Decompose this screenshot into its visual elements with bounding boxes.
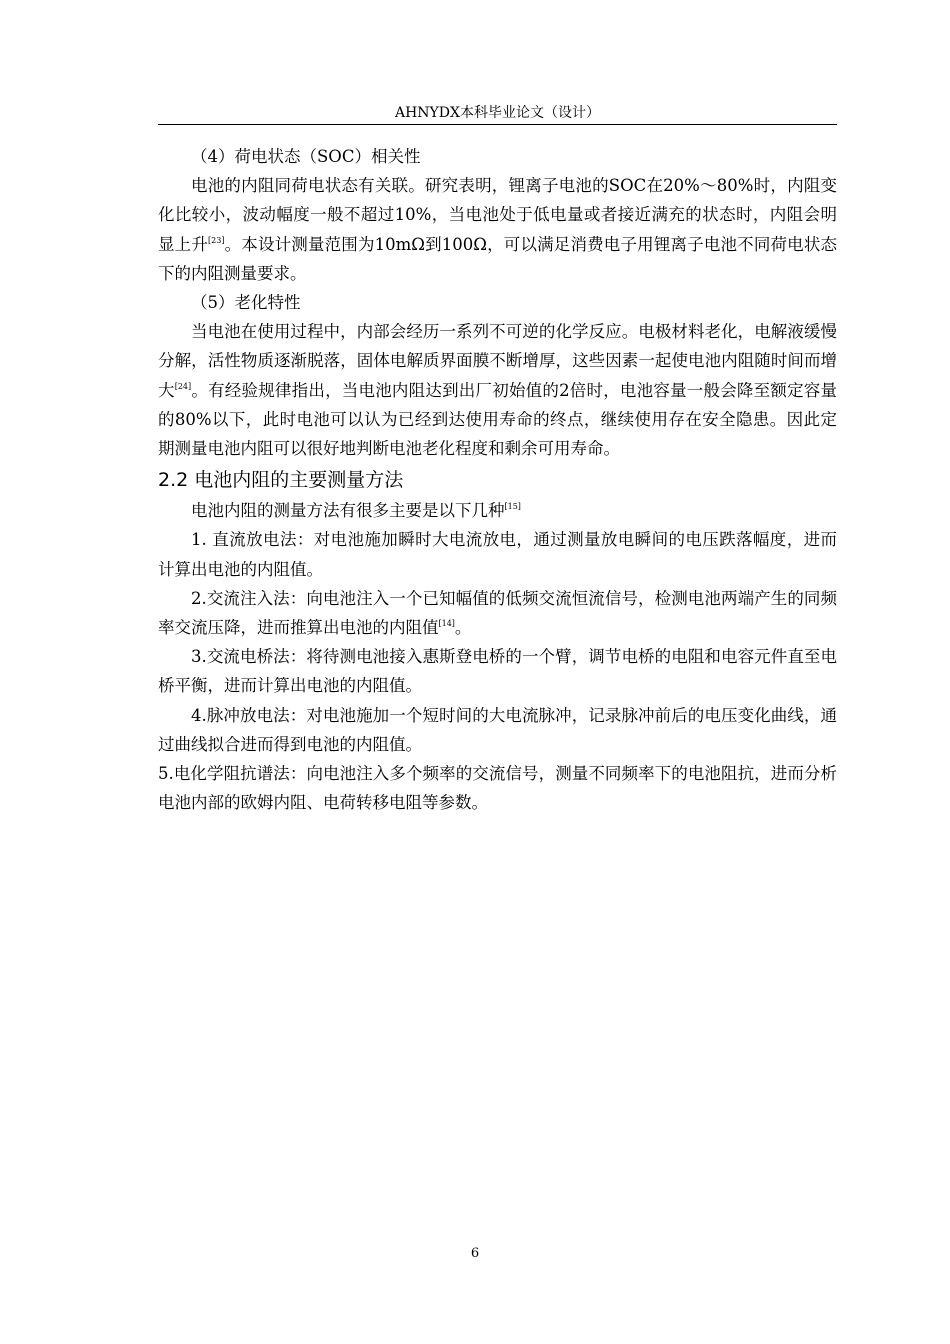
citation-15: [15] bbox=[504, 502, 521, 512]
citation-23: [23] bbox=[208, 235, 225, 245]
paragraph-soc-text-b: 。本设计测量范围为10mΩ到100Ω，可以满足消费电子用锂离子电池不同荷电状态下的内阻测量要求。 bbox=[158, 234, 838, 283]
method-2-text-b: 。 bbox=[454, 618, 472, 638]
citation-14: [14] bbox=[438, 619, 455, 629]
methods-intro-text: 电池内阻的测量方法有很多主要是以下几种 bbox=[191, 501, 505, 521]
running-header: AHNYDX本科毕业论文（设计） bbox=[394, 105, 600, 121]
paragraph-aging-text-b: 。有经验规律指出，当电池内阻达到出厂初始值的2倍时，电池容量一般会降至额定容量的80%以下，此时电池可以认为已经到达使用寿命的终点，继续使用存在安全隐患。因此定期测量电池内阻可以很好地判断电池老化程度和剩余可用寿命。 bbox=[158, 380, 838, 459]
header-rule bbox=[158, 124, 837, 125]
subsection-heading-soc: （4）荷电状态（SOC）相关性 bbox=[191, 147, 421, 166]
method-2-text-a: 2.交流注入法：向电池注入一个已知幅值的低频交流恒流信号，检测电池两端产生的同频率交流压降，进而推算出电池的内阻值 bbox=[158, 588, 837, 638]
list-item-method-3: 3.交流电桥法：将待测电池接入惠斯登电桥的一个臂，调节电桥的电阻和电容元件直至电桥平衡，进而计算出电池的内阻值。 bbox=[158, 647, 837, 696]
list-item-method-2 bbox=[158, 584, 837, 642]
page-body bbox=[158, 142, 837, 817]
page-number: 6 bbox=[470, 1246, 480, 1261]
paragraph-aging-text-a: 当电池在使用过程中，内部会经历一系列不可逆的化学反应。电极材料老化，电解液缓慢分解，活性物质逐渐脱落，固体电解质界面膜不断增厚，这些因素一起使电池内阻随时间而增大 bbox=[158, 322, 837, 400]
paragraph-soc bbox=[158, 171, 837, 288]
subsection-heading-aging: （5）老化特性 bbox=[191, 293, 301, 313]
section-heading: 2.2 电池内阻的主要测量方法 bbox=[158, 469, 404, 492]
citation-24: [24] bbox=[174, 381, 192, 391]
list-item-method-1: 1. 直流放电法：对电池施加瞬时大电流放电，通过测量放电瞬间的电压跌落幅度，进而计算出电池的内阻值。 bbox=[158, 530, 837, 579]
paragraph-aging bbox=[158, 317, 837, 463]
paragraph-soc-text-a: 电池的内阻同荷电状态有关联。研究表明，锂离子电池的SOC在20%～80%时，内阻变化比较小，波动幅度一般不超过10%，当电池处于低电量或者接近满充的状态时，内阻会明显上升 bbox=[158, 176, 837, 254]
paragraph-methods-intro bbox=[158, 496, 837, 525]
list-item-method-5: 5.电化学阻抗谱法：向电池注入多个频率的交流信号，测量不同频率下的电池阻抗，进而分析电池内部的欧姆内阻、电荷转移电阻等参数。 bbox=[158, 764, 837, 813]
list-item-method-4: 4.脉冲放电法：对电池施加一个短时间的大电流脉冲，记录脉冲前后的电压变化曲线，通过曲线拟合进而得到电池的内阻值。 bbox=[158, 705, 837, 754]
